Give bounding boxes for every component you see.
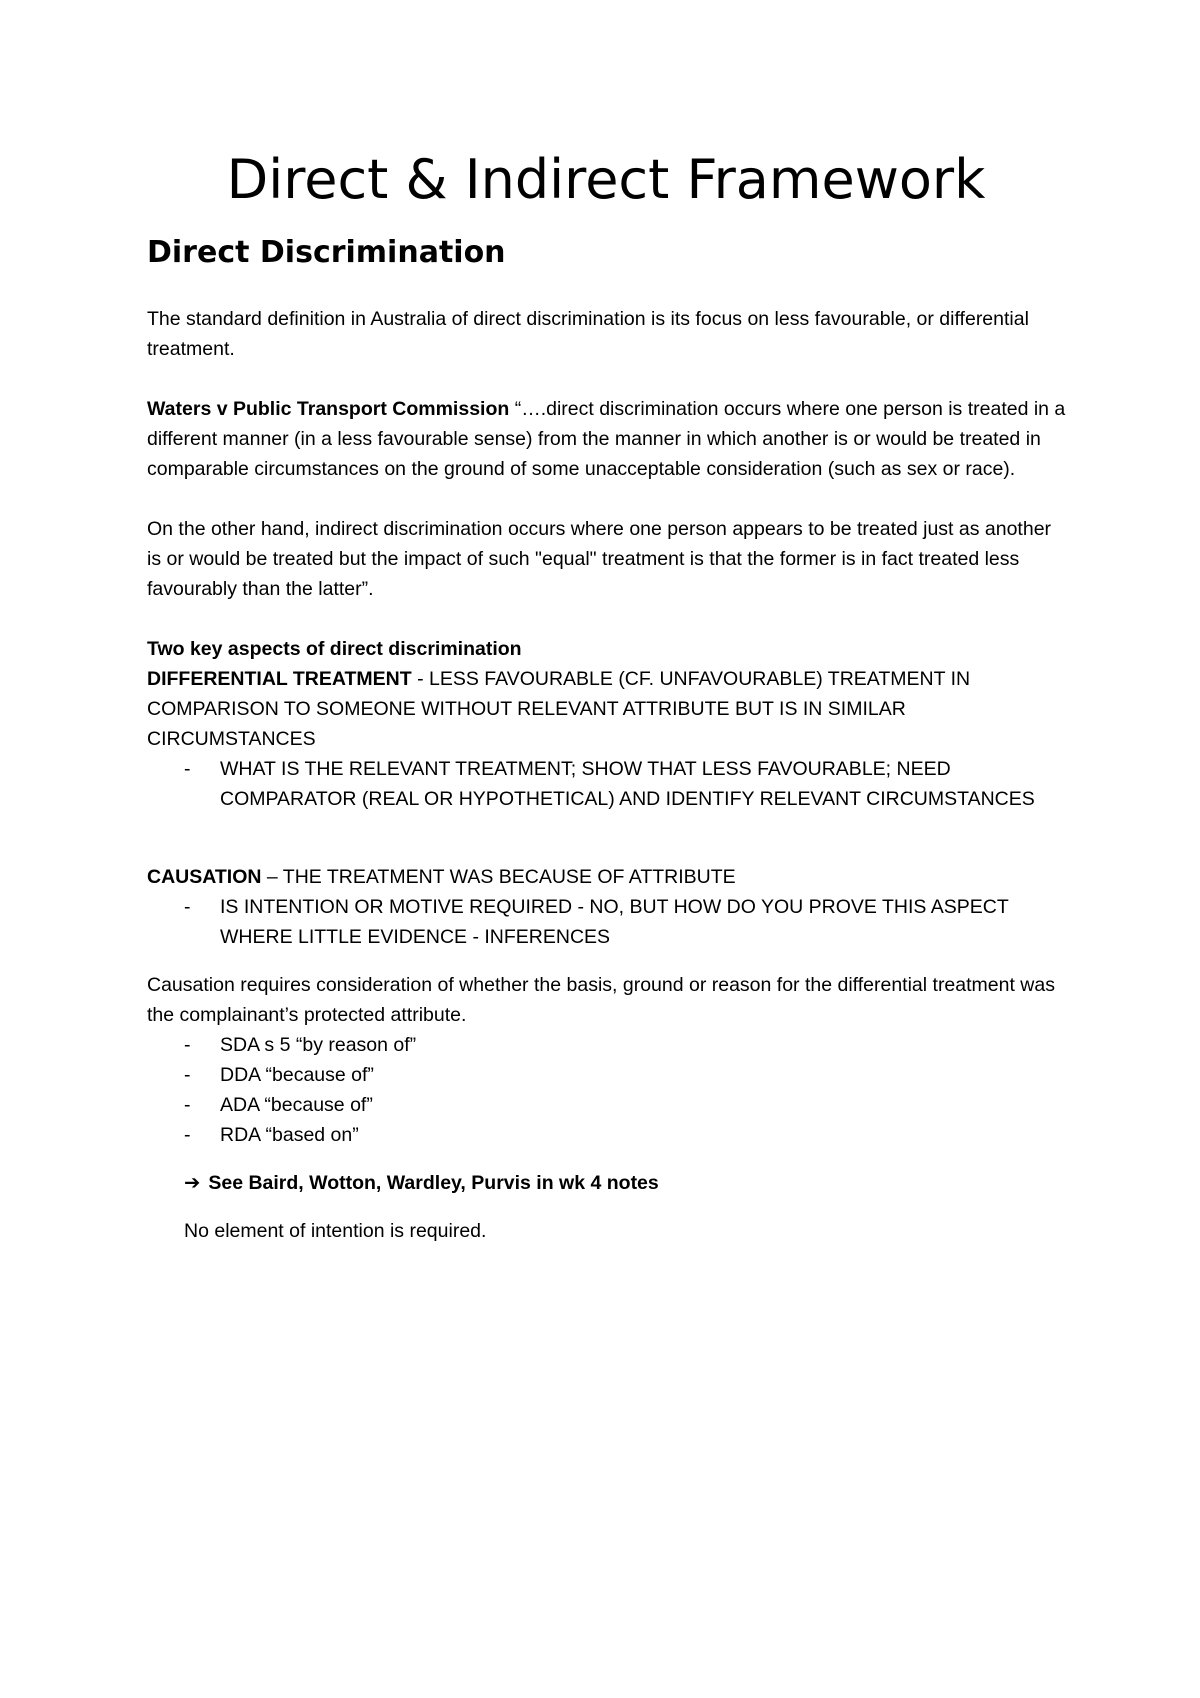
case-quote-paragraph: [147, 394, 1067, 484]
dash-marker: -: [184, 896, 191, 918]
statute-list: [147, 1030, 1067, 1150]
list-item: - IS INTENTION OR MOTIVE REQUIRED - NO, BUT HOW DO YOU PROVE THIS ASPECT WHERE LITTLE EVIDENCE - INFERENCES: [147, 892, 1067, 952]
causation-paragraph: [147, 862, 1067, 892]
case-name: Waters v Public Transport Commission: [147, 398, 510, 420]
dash-marker: -: [184, 1034, 191, 1056]
causation-text: – THE TREATMENT WAS BECAUSE OF ATTRIBUTE: [261, 866, 736, 888]
document-body: [147, 304, 1067, 1246]
differential-list: [147, 754, 1067, 814]
list-item: - DDA “because of”: [147, 1060, 1067, 1090]
list-item: - SDA s 5 “by reason of”: [147, 1030, 1067, 1060]
document-title: Direct & Indirect Framework: [226, 148, 986, 211]
dash-marker: -: [184, 758, 191, 780]
see-note-text: See Baird, Wotton, Wardley, Purvis in wk 4 notes: [208, 1172, 659, 1194]
intro-paragraph: The standard definition in Australia of direct discrimination is its focus on less favourable, or differential treatment.: [147, 308, 1029, 360]
differential-label: DIFFERENTIAL TREATMENT: [147, 668, 412, 690]
list-item: - WHAT IS THE RELEVANT TREATMENT; SHOW THAT LESS FAVOURABLE; NEED COMPARATOR (REAL OR HYPOTHETICAL) AND IDENTIFY RELEVANT CIRCUMSTANCES: [147, 754, 1067, 814]
dash-marker: -: [184, 1124, 191, 1146]
arrow-right-icon: ➔: [184, 1171, 201, 1194]
causation-explainer: Causation requires consideration of whether the basis, ground or reason for the differential treatment was the complainant’s protected attribute.: [147, 974, 1055, 1026]
see-note: [147, 1168, 1067, 1198]
aspects-heading: Two key aspects of direct discrimination: [147, 638, 522, 660]
case-quote-text: “….direct discrimination occurs where one person is treated in a different manner (in a less favourable sense) from the manner in which another is or would be treated in comparable circumstances on the ground of some unacceptable consideration (such as sex or race).: [147, 398, 1066, 480]
indirect-paragraph: On the other hand, indirect discrimination occurs where one person appears to be treated just as another is or would be treated but the impact of such "equal" treatment is that the former is in fact treated less favourably than the latter”.: [147, 518, 1052, 600]
conclusion-paragraph: No element of intention is required.: [184, 1220, 487, 1242]
list-item: - ADA “because of”: [147, 1090, 1067, 1120]
causation-list: [147, 892, 1067, 952]
dash-marker: -: [184, 1094, 191, 1116]
differential-text: - LESS FAVOURABLE (CF. UNFAVOURABLE) TREATMENT IN COMPARISON TO SOMEONE WITHOUT RELEVANT ATTRIBUTE BUT IS IN SIMILAR CIRCUMSTANCES: [147, 668, 971, 750]
causation-label: CAUSATION: [147, 866, 262, 888]
dash-marker: -: [184, 1064, 191, 1086]
section-heading: Direct Discrimination: [147, 235, 506, 270]
differential-paragraph: [147, 664, 1067, 754]
list-item: - RDA “based on”: [147, 1120, 1067, 1150]
